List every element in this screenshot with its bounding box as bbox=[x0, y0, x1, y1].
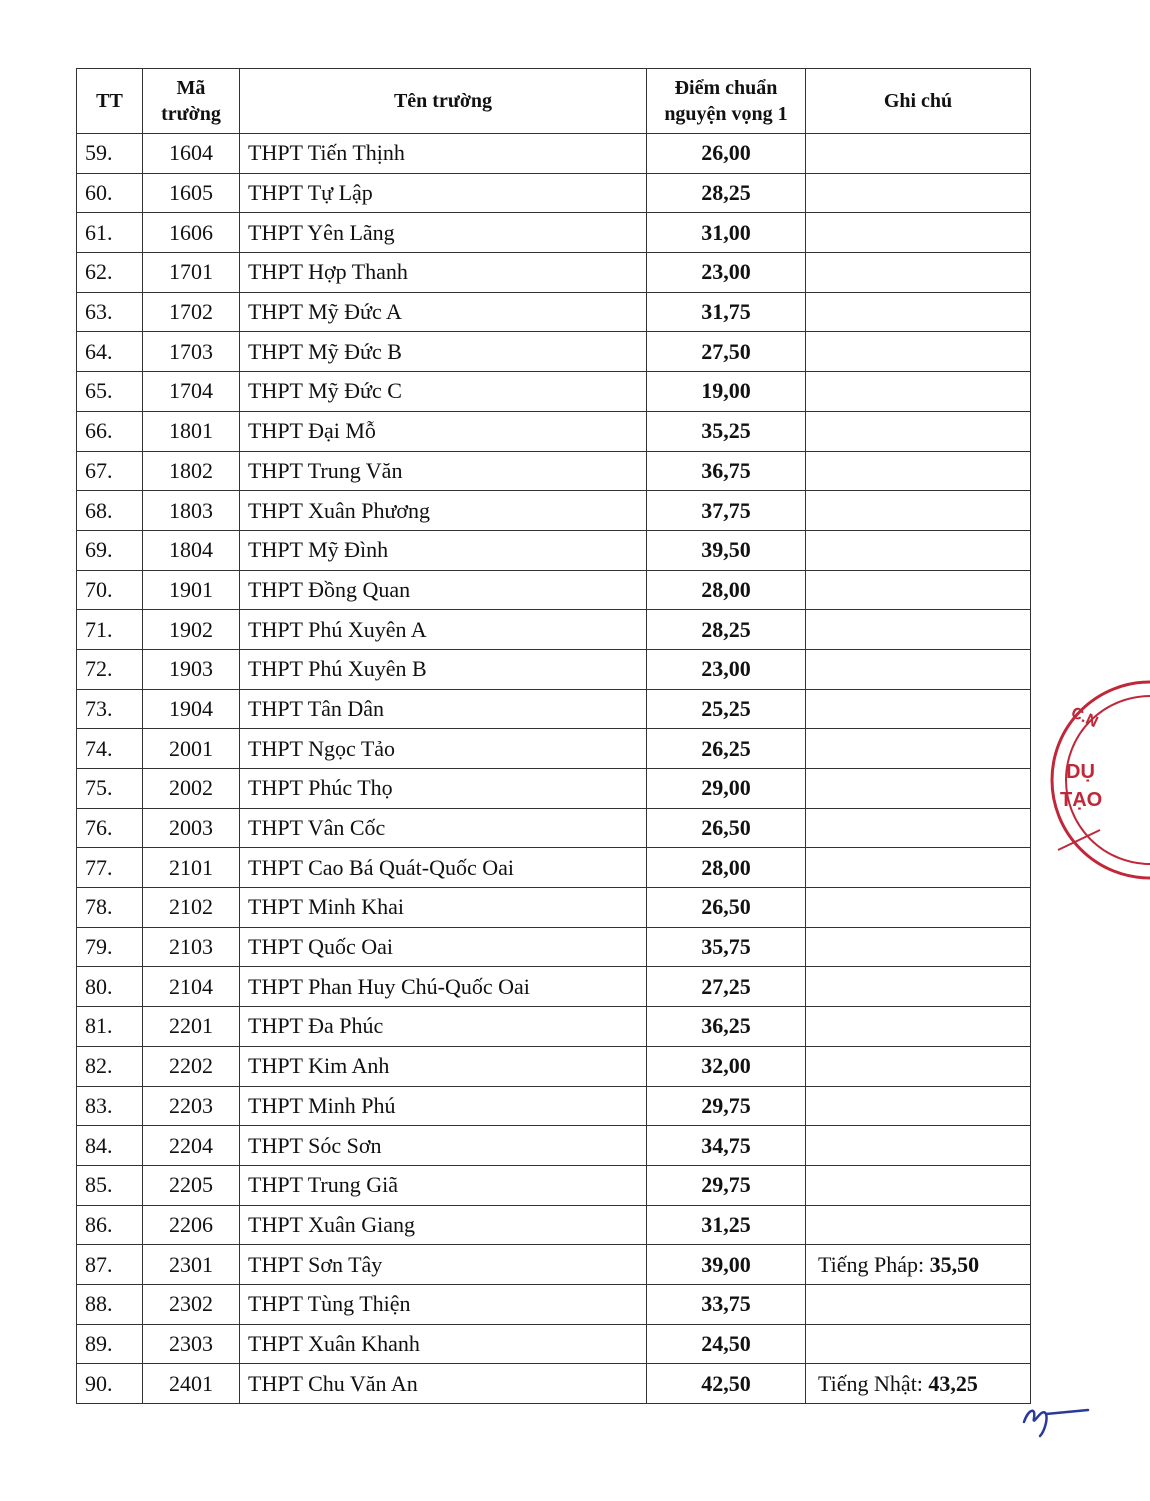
table-row bbox=[77, 927, 1031, 967]
cell-ma-truong: 1801 bbox=[143, 411, 240, 451]
cell-diem-chuan: 24,50 bbox=[647, 1324, 806, 1364]
official-stamp bbox=[1040, 680, 1150, 880]
cell-tt: 73. bbox=[77, 689, 143, 729]
cell-diem-chuan: 19,00 bbox=[647, 372, 806, 412]
cell-ghi-chu bbox=[806, 808, 1031, 848]
cell-ten-truong: THPT Trung Văn bbox=[240, 451, 647, 491]
cell-ten-truong: THPT Kim Anh bbox=[240, 1046, 647, 1086]
cell-ten-truong: THPT Sơn Tây bbox=[240, 1245, 647, 1285]
cell-ma-truong: 2303 bbox=[143, 1324, 240, 1364]
cell-diem-chuan: 34,75 bbox=[647, 1126, 806, 1166]
cell-ma-truong: 1803 bbox=[143, 491, 240, 531]
cell-ghi-chu bbox=[806, 1364, 1031, 1404]
cell-ma-truong: 1901 bbox=[143, 570, 240, 610]
cell-ten-truong: THPT Minh Khai bbox=[240, 888, 647, 928]
cell-ten-truong: THPT Đồng Quan bbox=[240, 570, 647, 610]
header-diem-line2: nguyện vọng 1 bbox=[664, 103, 788, 125]
signature-mark bbox=[1018, 1392, 1092, 1438]
cell-diem-chuan: 35,75 bbox=[647, 927, 806, 967]
header-ma-line2: trường bbox=[161, 103, 221, 125]
cell-tt: 67. bbox=[77, 451, 143, 491]
cell-tt: 79. bbox=[77, 927, 143, 967]
cell-ghi-chu bbox=[806, 1086, 1031, 1126]
cell-diem-chuan: 37,75 bbox=[647, 491, 806, 531]
header-ma-line1: Mã bbox=[176, 77, 206, 99]
cell-ghi-chu bbox=[806, 848, 1031, 888]
cell-ten-truong: THPT Mỹ Đức A bbox=[240, 292, 647, 332]
table-row bbox=[77, 530, 1031, 570]
cell-ten-truong: THPT Ngọc Tảo bbox=[240, 729, 647, 769]
table-row bbox=[77, 967, 1031, 1007]
cell-tt: 64. bbox=[77, 332, 143, 372]
cell-diem-chuan: 39,50 bbox=[647, 530, 806, 570]
cell-diem-chuan: 23,00 bbox=[647, 649, 806, 689]
cell-diem-chuan: 26,00 bbox=[647, 134, 806, 174]
cell-ghi-chu bbox=[806, 1245, 1031, 1285]
header-diem-line1: Điểm chuẩn bbox=[674, 77, 778, 99]
table-row bbox=[77, 1284, 1031, 1324]
cell-ma-truong: 2302 bbox=[143, 1284, 240, 1324]
table-row bbox=[77, 1086, 1031, 1126]
cell-ten-truong: THPT Yên Lãng bbox=[240, 213, 647, 253]
note-value: 35,50 bbox=[929, 1251, 980, 1277]
cell-ten-truong: THPT Sóc Sơn bbox=[240, 1126, 647, 1166]
cell-diem-chuan: 32,00 bbox=[647, 1046, 806, 1086]
cell-ghi-chu bbox=[806, 332, 1031, 372]
cell-diem-chuan: 25,25 bbox=[647, 689, 806, 729]
cell-ghi-chu bbox=[806, 134, 1031, 174]
cell-tt: 77. bbox=[77, 848, 143, 888]
cell-diem-chuan: 26,25 bbox=[647, 729, 806, 769]
cell-ma-truong: 2204 bbox=[143, 1126, 240, 1166]
cell-tt: 71. bbox=[77, 610, 143, 650]
cell-diem-chuan: 28,00 bbox=[647, 848, 806, 888]
cell-ma-truong: 2104 bbox=[143, 967, 240, 1007]
cell-diem-chuan: 39,00 bbox=[647, 1245, 806, 1285]
cell-tt: 76. bbox=[77, 808, 143, 848]
cell-ten-truong: THPT Hợp Thanh bbox=[240, 253, 647, 293]
table-row bbox=[77, 213, 1031, 253]
table-row bbox=[77, 332, 1031, 372]
cell-tt: 89. bbox=[77, 1324, 143, 1364]
cell-ghi-chu bbox=[806, 1165, 1031, 1205]
cell-ghi-chu bbox=[806, 769, 1031, 809]
cell-ghi-chu bbox=[806, 729, 1031, 769]
table-row bbox=[77, 610, 1031, 650]
note-value: 43,25 bbox=[928, 1370, 978, 1396]
cell-tt: 62. bbox=[77, 253, 143, 293]
table-row bbox=[77, 1165, 1031, 1205]
cell-ma-truong: 2205 bbox=[143, 1165, 240, 1205]
cell-tt: 61. bbox=[77, 213, 143, 253]
cell-ghi-chu bbox=[806, 967, 1031, 1007]
cell-ma-truong: 2202 bbox=[143, 1046, 240, 1086]
cell-ghi-chu bbox=[806, 1126, 1031, 1166]
table-row bbox=[77, 769, 1031, 809]
cell-ma-truong: 1804 bbox=[143, 530, 240, 570]
cell-ghi-chu bbox=[806, 530, 1031, 570]
cell-ten-truong: THPT Tân Dân bbox=[240, 689, 647, 729]
cell-ghi-chu bbox=[806, 689, 1031, 729]
cell-diem-chuan: 29,00 bbox=[647, 769, 806, 809]
header-ten-truong: Tên trường bbox=[240, 69, 647, 134]
cell-ten-truong: THPT Xuân Giang bbox=[240, 1205, 647, 1245]
cell-tt: 66. bbox=[77, 411, 143, 451]
cell-ma-truong: 1702 bbox=[143, 292, 240, 332]
cell-diem-chuan: 29,75 bbox=[647, 1165, 806, 1205]
table-row bbox=[77, 134, 1031, 174]
cell-diem-chuan: 27,50 bbox=[647, 332, 806, 372]
cell-ghi-chu bbox=[806, 173, 1031, 213]
table-row bbox=[77, 372, 1031, 412]
cell-diem-chuan: 31,00 bbox=[647, 213, 806, 253]
cell-ten-truong: THPT Xuân Khanh bbox=[240, 1324, 647, 1364]
cell-ten-truong: THPT Xuân Phương bbox=[240, 491, 647, 531]
cell-tt: 59. bbox=[77, 134, 143, 174]
cell-diem-chuan: 36,75 bbox=[647, 451, 806, 491]
cell-ten-truong: THPT Mỹ Đức C bbox=[240, 372, 647, 412]
cell-ten-truong: THPT Phúc Thọ bbox=[240, 769, 647, 809]
cell-diem-chuan: 29,75 bbox=[647, 1086, 806, 1126]
cell-ghi-chu bbox=[806, 1284, 1031, 1324]
cell-tt: 60. bbox=[77, 173, 143, 213]
header-ghi-chu: Ghi chú bbox=[806, 69, 1031, 134]
cell-tt: 63. bbox=[77, 292, 143, 332]
cell-tt: 83. bbox=[77, 1086, 143, 1126]
table-header-row bbox=[77, 69, 1031, 134]
table-row bbox=[77, 292, 1031, 332]
table-row bbox=[77, 848, 1031, 888]
cell-ma-truong: 2001 bbox=[143, 729, 240, 769]
table-row bbox=[77, 808, 1031, 848]
cell-ten-truong: THPT Phan Huy Chú-Quốc Oai bbox=[240, 967, 647, 1007]
cell-ma-truong: 2201 bbox=[143, 1007, 240, 1047]
cell-tt: 69. bbox=[77, 530, 143, 570]
cell-ghi-chu bbox=[806, 292, 1031, 332]
stamp-text-3: TẠO bbox=[1060, 789, 1103, 811]
cell-diem-chuan: 26,50 bbox=[647, 808, 806, 848]
cell-ten-truong: THPT Mỹ Đình bbox=[240, 530, 647, 570]
cell-tt: 87. bbox=[77, 1245, 143, 1285]
cell-diem-chuan: 26,50 bbox=[647, 888, 806, 928]
cell-ghi-chu bbox=[806, 411, 1031, 451]
cell-tt: 78. bbox=[77, 888, 143, 928]
cell-ma-truong: 1604 bbox=[143, 134, 240, 174]
cell-ghi-chu bbox=[806, 451, 1031, 491]
cell-ma-truong: 2301 bbox=[143, 1245, 240, 1285]
cell-ma-truong: 1701 bbox=[143, 253, 240, 293]
cell-ma-truong: 1605 bbox=[143, 173, 240, 213]
cell-ghi-chu bbox=[806, 649, 1031, 689]
cell-ten-truong: THPT Mỹ Đức B bbox=[240, 332, 647, 372]
cell-ghi-chu bbox=[806, 1205, 1031, 1245]
cell-ghi-chu bbox=[806, 1046, 1031, 1086]
cell-ghi-chu bbox=[806, 491, 1031, 531]
cell-ma-truong: 2103 bbox=[143, 927, 240, 967]
cell-ten-truong: THPT Chu Văn An bbox=[240, 1364, 647, 1404]
table-row bbox=[77, 451, 1031, 491]
cell-diem-chuan: 31,75 bbox=[647, 292, 806, 332]
cell-tt: 81. bbox=[77, 1007, 143, 1047]
cell-tt: 75. bbox=[77, 769, 143, 809]
cell-diem-chuan: 28,25 bbox=[647, 610, 806, 650]
note-label: Tiếng Nhật: bbox=[818, 1370, 923, 1396]
cell-tt: 68. bbox=[77, 491, 143, 531]
cell-ten-truong: THPT Trung Giã bbox=[240, 1165, 647, 1205]
table-row bbox=[77, 649, 1031, 689]
table-row bbox=[77, 729, 1031, 769]
cell-diem-chuan: 33,75 bbox=[647, 1284, 806, 1324]
cell-ghi-chu bbox=[806, 888, 1031, 928]
cell-tt: 86. bbox=[77, 1205, 143, 1245]
cell-ghi-chu bbox=[806, 570, 1031, 610]
cell-ten-truong: THPT Cao Bá Quát-Quốc Oai bbox=[240, 848, 647, 888]
cell-ma-truong: 2002 bbox=[143, 769, 240, 809]
cell-diem-chuan: 23,00 bbox=[647, 253, 806, 293]
table-row bbox=[77, 1245, 1031, 1285]
cell-ma-truong: 2003 bbox=[143, 808, 240, 848]
cell-ten-truong: THPT Vân Cốc bbox=[240, 808, 647, 848]
cell-ten-truong: THPT Minh Phú bbox=[240, 1086, 647, 1126]
cell-ghi-chu bbox=[806, 927, 1031, 967]
cell-ten-truong: THPT Đại Mỗ bbox=[240, 411, 647, 451]
table-row bbox=[77, 253, 1031, 293]
cell-diem-chuan: 35,25 bbox=[647, 411, 806, 451]
table-row bbox=[77, 491, 1031, 531]
header-ma-truong bbox=[143, 69, 240, 134]
cell-ma-truong: 1606 bbox=[143, 213, 240, 253]
cell-ghi-chu bbox=[806, 1324, 1031, 1364]
table-row bbox=[77, 411, 1031, 451]
cell-tt: 80. bbox=[77, 967, 143, 1007]
table-row bbox=[77, 1364, 1031, 1404]
cell-diem-chuan: 36,25 bbox=[647, 1007, 806, 1047]
cell-ghi-chu bbox=[806, 253, 1031, 293]
cell-ghi-chu bbox=[806, 372, 1031, 412]
table-row bbox=[77, 570, 1031, 610]
cell-ma-truong: 1902 bbox=[143, 610, 240, 650]
cutoff-score-table bbox=[76, 68, 1031, 1404]
cell-ten-truong: THPT Đa Phúc bbox=[240, 1007, 647, 1047]
cell-ghi-chu bbox=[806, 610, 1031, 650]
header-tt: TT bbox=[77, 69, 143, 134]
cell-tt: 72. bbox=[77, 649, 143, 689]
cell-tt: 65. bbox=[77, 372, 143, 412]
cell-ma-truong: 2101 bbox=[143, 848, 240, 888]
note-label: Tiếng Pháp: bbox=[818, 1251, 925, 1277]
cell-ma-truong: 2206 bbox=[143, 1205, 240, 1245]
cell-tt: 85. bbox=[77, 1165, 143, 1205]
stamp-text-1: C.N bbox=[1068, 704, 1101, 732]
cell-ten-truong: THPT Tùng Thiện bbox=[240, 1284, 647, 1324]
cell-tt: 82. bbox=[77, 1046, 143, 1086]
cell-diem-chuan: 31,25 bbox=[647, 1205, 806, 1245]
cell-ghi-chu bbox=[806, 213, 1031, 253]
cell-ma-truong: 2102 bbox=[143, 888, 240, 928]
cell-diem-chuan: 28,00 bbox=[647, 570, 806, 610]
table-row bbox=[77, 173, 1031, 213]
cell-ma-truong: 1704 bbox=[143, 372, 240, 412]
cell-ten-truong: THPT Phú Xuyên B bbox=[240, 649, 647, 689]
table-row bbox=[77, 1007, 1031, 1047]
stamp-text-2: DỤ bbox=[1066, 761, 1095, 783]
cell-ma-truong: 1903 bbox=[143, 649, 240, 689]
header-diem-chuan bbox=[647, 69, 806, 134]
table-row bbox=[77, 1205, 1031, 1245]
cell-ten-truong: THPT Quốc Oai bbox=[240, 927, 647, 967]
cell-diem-chuan: 42,50 bbox=[647, 1364, 806, 1404]
cell-tt: 90. bbox=[77, 1364, 143, 1404]
cell-tt: 84. bbox=[77, 1126, 143, 1166]
cell-ma-truong: 1703 bbox=[143, 332, 240, 372]
cell-diem-chuan: 28,25 bbox=[647, 173, 806, 213]
cell-diem-chuan: 27,25 bbox=[647, 967, 806, 1007]
cell-ma-truong: 1802 bbox=[143, 451, 240, 491]
cell-ten-truong: THPT Tiến Thịnh bbox=[240, 134, 647, 174]
cell-ten-truong: THPT Tự Lập bbox=[240, 173, 647, 213]
cell-ma-truong: 1904 bbox=[143, 689, 240, 729]
table-body bbox=[77, 134, 1031, 1404]
cell-ghi-chu bbox=[806, 1007, 1031, 1047]
table-row bbox=[77, 1324, 1031, 1364]
cell-ten-truong: THPT Phú Xuyên A bbox=[240, 610, 647, 650]
cell-ma-truong: 2203 bbox=[143, 1086, 240, 1126]
cell-ma-truong: 2401 bbox=[143, 1364, 240, 1404]
table-row bbox=[77, 1126, 1031, 1166]
cell-tt: 70. bbox=[77, 570, 143, 610]
table-row bbox=[77, 689, 1031, 729]
table-row bbox=[77, 1046, 1031, 1086]
table-row bbox=[77, 888, 1031, 928]
cell-tt: 74. bbox=[77, 729, 143, 769]
cell-tt: 88. bbox=[77, 1284, 143, 1324]
